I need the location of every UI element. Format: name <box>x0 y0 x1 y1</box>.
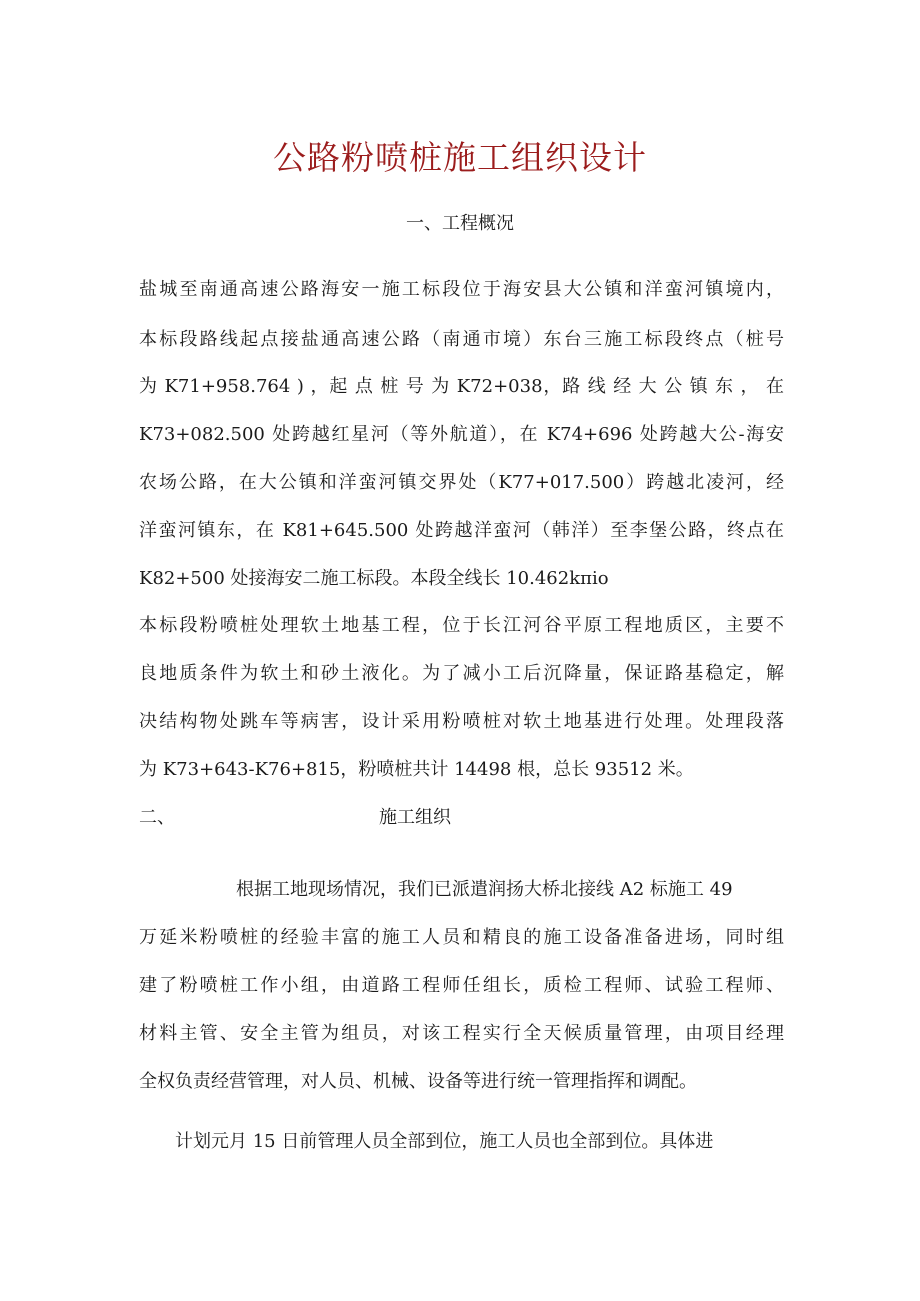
paragraph-line: 万延米粉喷桩的经验丰富的施工人员和精良的施工设备准备进场，同时组 <box>139 927 784 948</box>
paragraph-line: 计划元月 15 日前管理人员全部到位，施工人员也全部到位。具体进 <box>175 1131 714 1152</box>
paragraph-line: K73+082.500 处跨越红星河（等外航道），在 K74+696 处跨越大公-海安 <box>139 424 784 445</box>
paragraph-line: 盐城至南通高速公路海安一施工标段位于海安县大公镇和洋蛮河镇境内， <box>139 279 784 300</box>
section-heading-organization: 施工组织 <box>379 807 451 828</box>
paragraph-line: 全权负责经营管理，对人员、机械、设备等进行统一管理指挥和调配。 <box>139 1071 697 1092</box>
paragraph-line: 良地质条件为软土和砂土液化。为了减小工后沉降量，保证路基稳定，解 <box>139 663 784 684</box>
paragraph-line: 为 K71+958.764 ) ，起 点 桩 号 为 K72+038，路 线 经 大 公 镇 东 ， 在 <box>139 376 784 397</box>
paragraph-line: 本标段路线起点接盐通高速公路（南通市境）东台三施工标段终点（桩号 <box>139 329 784 350</box>
paragraph-line: K82+500 处接海安二施工标段。本段全线长 10.462kπio <box>139 568 609 589</box>
document-title: 公路粉喷桩施工组织设计 <box>273 138 647 177</box>
paragraph-line: 洋蛮河镇东，在 K81+645.500 处跨越洋蛮河（韩洋）至李堡公路，终点在 <box>139 520 784 541</box>
paragraph-line: 为 K73+643-K76+815，粉喷桩共计 14498 根，总长 93512 米。 <box>139 759 694 780</box>
section-number: 二、 <box>139 807 175 828</box>
paragraph-line: 决结构物处跳车等病害，设计采用粉喷桩对软土地基进行处理。处理段落 <box>139 711 784 732</box>
paragraph-line: 农场公路，在大公镇和洋蛮河镇交界处（K77+017.500）跨越北凌河，经 <box>139 472 784 493</box>
paragraph-line: 建了粉喷桩工作小组，由道路工程师任组长，质检工程师、试验工程师、 <box>139 975 784 996</box>
section-heading-overview: 一、工程概况 <box>406 213 514 234</box>
paragraph-line: 材料主管、安全主管为组员，对该工程实行全天候质量管理，由项目经理 <box>139 1023 784 1044</box>
paragraph-line: 根据工地现场情况，我们已派遣润扬大桥北接线 A2 标施工 49 <box>236 879 733 900</box>
paragraph-line: 本标段粉喷桩处理软土地基工程，位于长江河谷平原工程地质区，主要不 <box>139 615 784 636</box>
